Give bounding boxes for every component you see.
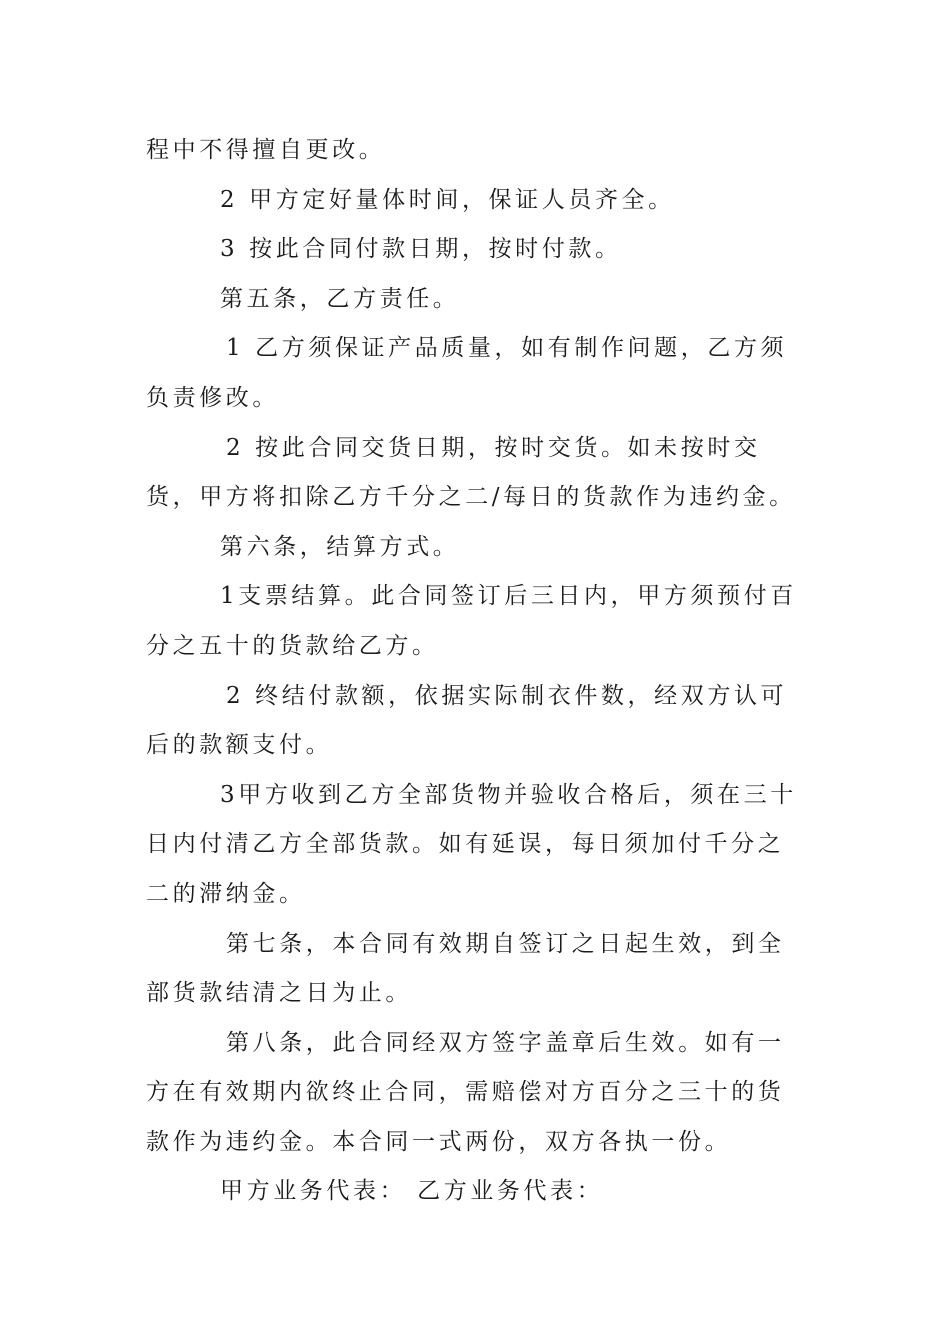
paragraph-party-a-item-3: 3 按此合同付款日期，按时付款。 (220, 236, 622, 263)
signature-line: 甲方业务代表： 乙方业务代表： (220, 1178, 604, 1205)
paragraph-settlement-item-3: 3甲方收到乙方全部货物并验收合格后，须在三十日内付清乙方全部货款。如有延误，每日须加付千分之二的滞纳金。 (146, 781, 797, 907)
paragraph-party-b-item-2: 2 按此合同交货日期，按时交货。如未按时交货，甲方将扣除乙方千分之二/每日的货款作为违约金。 (146, 434, 796, 511)
article-7-paragraph: 第七条，本合同有效期自签订之日起生效，到全部货款结清之日为止。 (146, 930, 785, 1007)
paragraph-party-a-item-2: 2 甲方定好量体时间，保证人员齐全。 (220, 186, 675, 213)
article-8-paragraph: 第八条，此合同经双方签字盖章后生效。如有一方在有效期内欲终止合同，需赔偿对方百分之三十的货款作为违约金。本合同一式两份，双方各执一份。 (146, 1029, 785, 1155)
contract-body (146, 126, 810, 1217)
paragraph-continuation: 程中不得擅自更改。 (146, 137, 386, 163)
article-6-heading: 第六条，结算方式。 (220, 533, 460, 560)
paragraph-settlement-item-1: 1支票结算。此合同签订后三日内，甲方须预付百分之五十的货款给乙方。 (146, 583, 797, 659)
paragraph-settlement-item-2: 2 终结付款额，依据实际制衣件数，经双方认可后的款额支付。 (146, 682, 788, 759)
article-5-heading: 第五条，乙方责任。 (220, 285, 460, 312)
paragraph-party-b-item-1: 1 乙方须保证产品质量，如有制作问题，乙方须负责修改。 (146, 335, 788, 411)
